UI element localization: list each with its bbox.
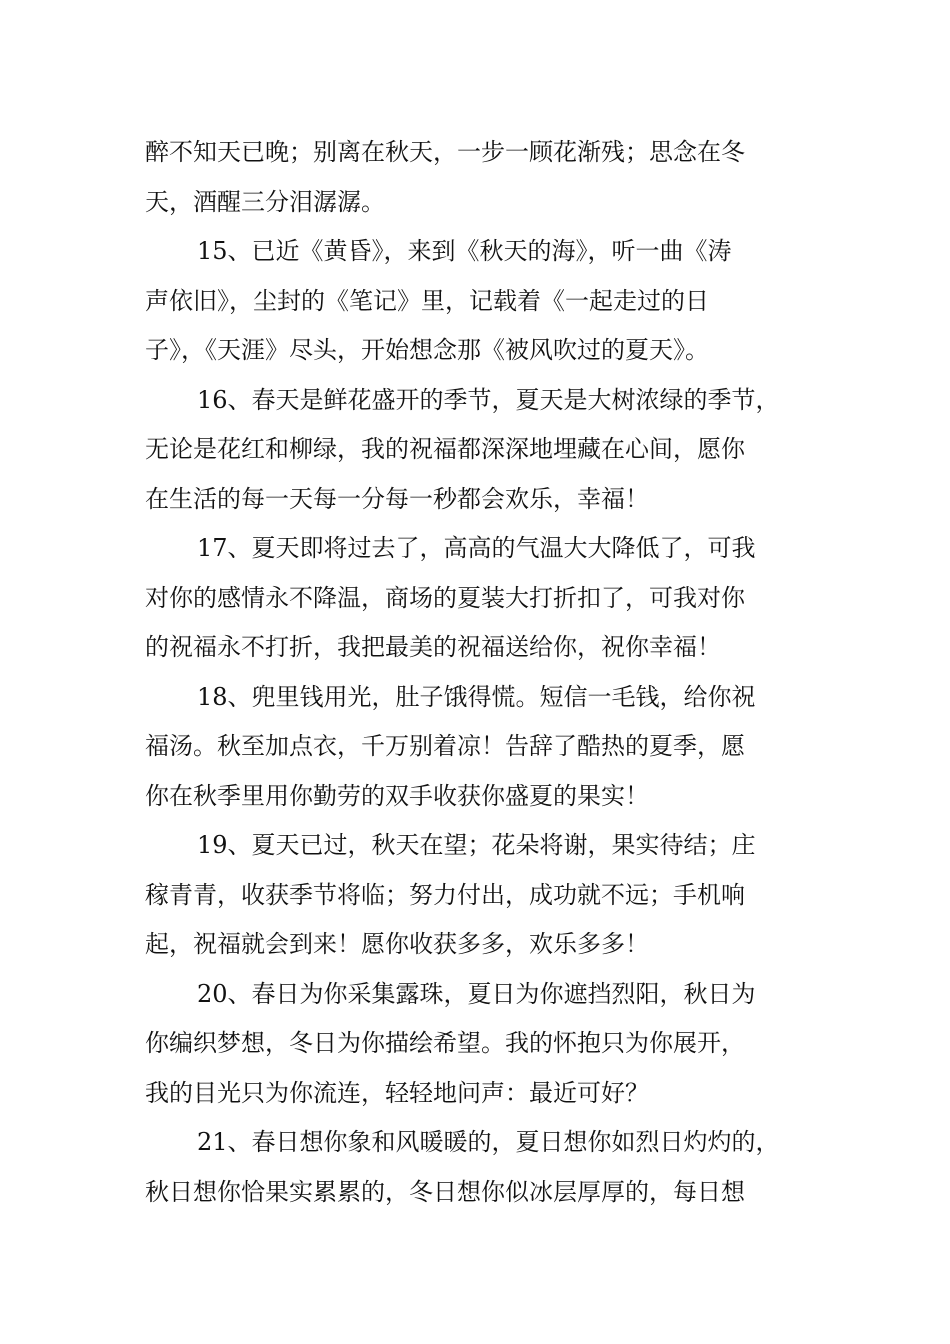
- paragraph-17: [145, 524, 825, 673]
- text-line: 福汤。秋至加点衣，千万别着凉！告辞了酷热的夏季，愿: [145, 732, 745, 760]
- text-line: 稼青青，收获季节将临；努力付出，成功就不远；手机响: [145, 880, 745, 909]
- text-line: 醉不知天已晚；别离在秋天，一步一顾花渐残；思念在冬: [145, 138, 745, 166]
- paragraph-16: [145, 376, 825, 525]
- text-line: 你编织梦想，冬日为你描绘希望。我的怀抱只为你展开，: [145, 1029, 745, 1057]
- paragraph-18: [145, 673, 825, 822]
- text-line: 天，酒醒三分泪潺潺。: [145, 187, 385, 216]
- paragraph-20: [145, 970, 825, 1119]
- text-line: 19、夏天已过，秋天在望；花朵将谢，果实待结；庄: [197, 831, 756, 859]
- text-line: 起，祝福就会到来！愿你收获多多，欢乐多多！: [145, 930, 649, 958]
- text-line: 15、已近《黄昏》，来到《秋天的海》，听一曲《涛: [197, 237, 732, 265]
- paragraph-continuation: [145, 128, 825, 227]
- paragraph-15: [145, 227, 825, 376]
- text-line: 你在秋季里用你勤劳的双手收获你盛夏的果实！: [145, 781, 649, 810]
- text-line: 17、夏天即将过去了，高高的气温大大降低了，可我: [197, 534, 756, 562]
- text-line: 秋日想你恰果实累累的，冬日想你似冰层厚厚的，每日想: [145, 1177, 745, 1206]
- text-line: 18、兜里钱用光，肚子饿得慌。短信一毛钱，给你祝: [197, 682, 756, 711]
- text-line: 我的目光只为你流连，轻轻地问声：最近可好？: [145, 1078, 649, 1107]
- text-line: 无论是花红和柳绿，我的祝福都深深地埋藏在心间，愿你: [145, 435, 745, 463]
- text-line: 的祝福永不打折，我把最美的祝福送给你，祝你幸福！: [145, 633, 721, 661]
- text-line: 16、春天是鲜花盛开的季节，夏天是大树浓绿的季节，: [197, 385, 780, 414]
- text-line: 20、春日为你采集露珠，夏日为你遮挡烈阳，秋日为: [197, 979, 756, 1008]
- text-line: 在生活的每一天每一分每一秒都会欢乐，幸福！: [145, 484, 649, 513]
- text-line: 声依旧》，尘封的《笔记》里，记载着《一起走过的日: [145, 286, 709, 315]
- text-line: 子》，《天涯》尽头，开始想念那《被风吹过的夏天》。: [145, 336, 709, 364]
- paragraph-19: [145, 821, 825, 970]
- text-line: 21、春日想你象和风暖暖的，夏日想你如烈日灼灼的，: [197, 1128, 780, 1156]
- document-body: [145, 128, 825, 1217]
- paragraph-21: [145, 1118, 825, 1217]
- text-line: 对你的感情永不降温，商场的夏装大打折扣了，可我对你: [145, 583, 745, 612]
